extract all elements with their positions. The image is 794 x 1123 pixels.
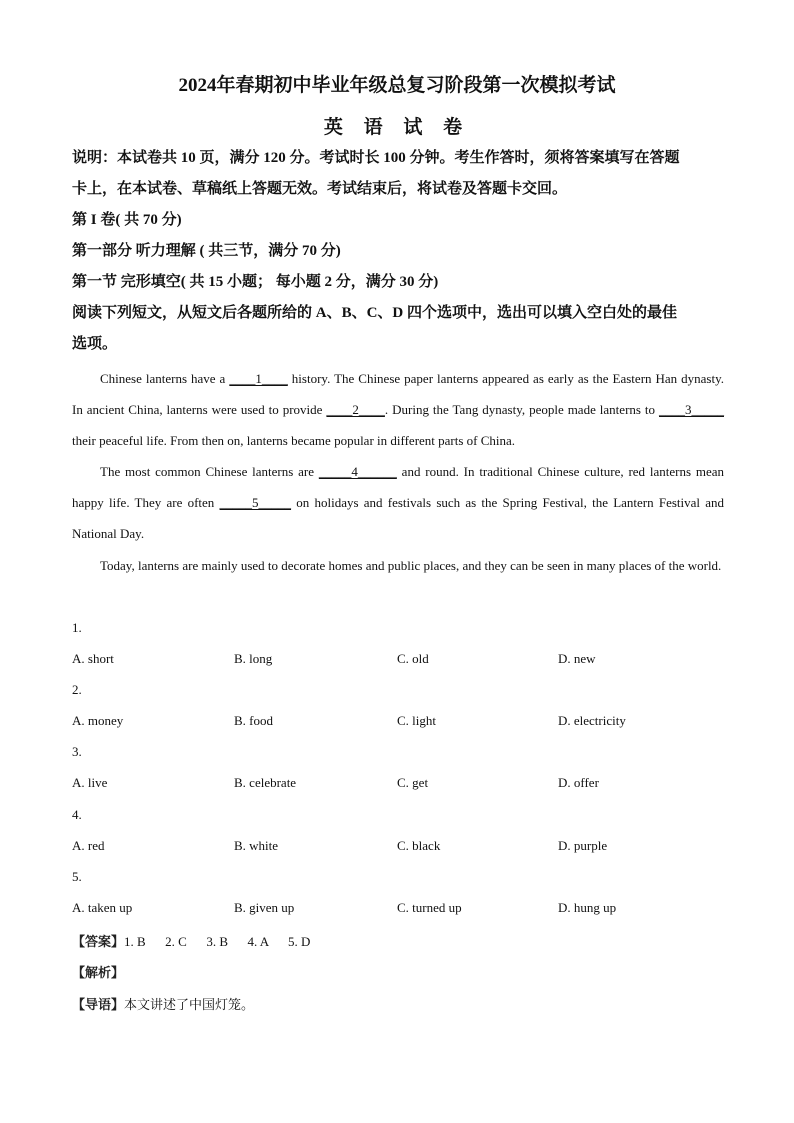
option-a: A. money (72, 713, 124, 728)
option-d: D. electricity (558, 713, 626, 728)
option-b: B. white (234, 838, 279, 853)
exam-subtitle: 英 语 试 卷 (323, 117, 471, 138)
instructions-line-1: 说明：本试卷共 10 页，满分 120 分。考试时长 100 分钟。考生作答时，须将答案填写在答题 (72, 150, 680, 166)
question-number: 4. (72, 807, 82, 822)
passage-text: Today, lanterns are mainly used to decorate homes and public places, and they can be seen in many places of the world. (100, 558, 722, 573)
passage-paragraph-1 (72, 363, 724, 456)
part-heading: 第一部分 听力理解 ( 共三节，满分 70 分) (72, 243, 341, 259)
option-c: C. turned up (397, 900, 462, 915)
passage-text: Chinese lanterns have a (100, 371, 230, 386)
option-c: C. black (397, 838, 441, 853)
passage-text: history. The Chinese paper lanterns appeared as early as the Eastern Han dynasty. In ancient China, lanterns were used to provide (72, 371, 725, 417)
instructions-line-2: 卡上，在本试卷、草稿纸上答题无效。考试结束后，将试卷及答题卡交回。 (72, 181, 568, 197)
passage-paragraph-2 (72, 456, 724, 549)
blank-2: ____2____ (326, 402, 385, 417)
passage-text: The most common Chinese lanterns are (100, 464, 319, 479)
passage-text: on holidays and festivals such as the Spring Festival, the Lantern Festival and National Day. (72, 495, 725, 541)
answer-tag: 【答案】 (72, 934, 125, 949)
passage-text: their peaceful life. From then on, lanterns became popular in different parts of China. (72, 433, 516, 448)
directions-line-1: 阅读下列短文，从短文后各题所给的 A、B、C、D 四个选项中，选出可以填入空白处的最佳 (72, 305, 678, 321)
option-d: D. hung up (558, 900, 617, 915)
option-d: D. new (558, 651, 596, 666)
passage-text: . During the Tang dynasty, people made lanterns to (384, 402, 659, 417)
option-b: B. given up (234, 900, 295, 915)
passage-text: and round. In traditional Chinese culture, red lanterns mean happy life. They are often (72, 464, 725, 510)
volume-heading: 第 I 卷( 共 70 分) (72, 212, 182, 228)
blank-4: _____4______ (318, 464, 397, 479)
option-a: A. taken up (72, 900, 133, 915)
guide-text: 本文讲述了中国灯笼。 (124, 997, 255, 1012)
guide-tag: 【导语】 (72, 997, 125, 1012)
analysis-tag: 【解析】 (72, 965, 125, 980)
option-d: D. purple (558, 838, 608, 853)
option-b: B. long (234, 651, 273, 666)
option-c: C. old (397, 651, 429, 666)
blank-1: ____1____ (229, 371, 288, 386)
option-b: B. celebrate (234, 775, 297, 790)
option-a: A. red (72, 838, 105, 853)
passage-paragraph-3 (72, 550, 724, 581)
option-d: D. offer (558, 775, 599, 790)
answer-line (72, 931, 310, 950)
option-a: A. short (72, 651, 114, 666)
question-number: 1. (72, 620, 82, 635)
answer-text: 1. B 2. C 3. B 4. A 5. D (124, 934, 311, 949)
analysis-line (72, 962, 124, 981)
directions-line-2: 选项。 (72, 336, 118, 352)
exam-title: 2024年春期初中毕业年级总复习阶段第一次模拟考试 (178, 75, 616, 96)
section-heading: 第一节 完形填空( 共 15 小题； 每小题 2 分，满分 30 分) (72, 274, 439, 290)
question-number: 2. (72, 682, 82, 697)
blank-3: ____3_____ (659, 402, 724, 417)
question-number: 5. (72, 869, 82, 884)
option-c: C. get (397, 775, 429, 790)
option-c: C. light (397, 713, 437, 728)
question-number: 3. (72, 744, 82, 759)
guide-line (72, 994, 254, 1013)
blank-5: _____5_____ (219, 495, 292, 510)
option-b: B. food (234, 713, 273, 728)
option-a: A. live (72, 775, 108, 790)
